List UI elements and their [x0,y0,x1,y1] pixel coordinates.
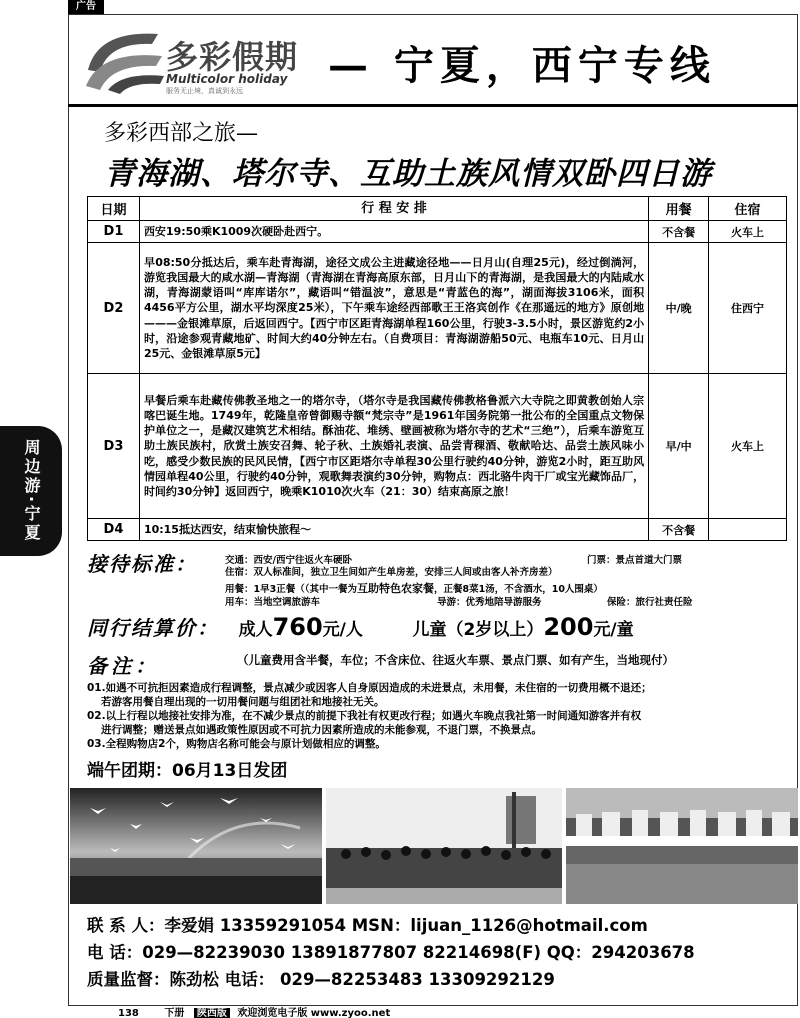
price-title: 同行结算价： [87,616,219,640]
contact-line: 联 系 人：李爱娟 13359291054 MSN：lijuan_1126@hotmail.com [87,916,648,935]
row-stay: 火车上 [709,374,787,519]
row-meal: 中/晚 [649,243,709,374]
logo-swoosh-icon [78,20,168,98]
header [68,14,798,104]
adult-price: 760 [272,613,323,641]
meals-text-a: 用餐：1早3正餐（（其中一餐为 [225,584,357,595]
header-schedule: 行 程 安 排 [139,197,648,221]
photo-crowd [326,788,562,904]
adult-unit: 元/人 [322,620,363,640]
row-day: D1 [88,221,140,243]
header-meal: 用餐 [649,197,709,221]
row-meal: 不含餐 [649,221,709,243]
page-number: 138 [118,1008,139,1018]
reception-guide: 导游：优秀地陪导游服务 [437,597,542,608]
itinerary-table [87,196,787,541]
note-line: 若游客用餐自理出现的一切用餐问题与组团社和地接社无关。 [101,696,385,708]
main-title: 青海湖、塔尔寺、互助土族风情双卧四日游 [104,156,712,192]
reception-insurance: 保险：旅行社责任险 [607,597,693,608]
footer-section: 下册 [164,1008,185,1018]
reception-vehicle: 用车：当地空调旅游车 [225,597,321,608]
dragon-boat-departure: 端午团期：06月13日发团 [87,761,288,781]
child-label: 儿童（2岁以上） [412,620,544,640]
meals-text-c: ，正餐8菜1汤，不含酒水，10人围桌） [433,584,603,595]
adult-label: 成人 [238,620,273,640]
contact-line: 质量监督：陈劲松 电话： 029—82253483 13309292129 [87,970,555,989]
table-row [88,243,787,374]
row-meal: 不含餐 [649,519,709,541]
notes [87,650,787,751]
header-rule [68,104,798,107]
photo-temple [566,788,798,904]
row-desc: 早08:50分抵达后，乘车赴青海湖，途径文成公主进藏途径地——日月山(自理25元)，经过倒淌河，游览我国最大的咸水湖—青海湖（青海湖在青海高原东部，日月山下的青海湖，是我国最大的内陆咸水湖，青海湖蒙语叫“库库诺尔”，藏语叫“错温波”，意思是“青蓝色的海”，湖面海拔3106米，面积4456平方公里，湖水平均深度25米），下午乘车途经西部歌王王洛宾创作《在那遥远的地方》原创地———金银滩草原，后返回西宁。【西宁市区距青海湖单程160公里，行驶3-3.5小时，景区游览约2小时，沿途参观青藏地矿、时间大约40分钟左右。（自费项目：青海湖游船50元、电瓶车10元、日月山25元、金银滩草原5元】 [139,243,648,374]
meals-highlight: 互助特色农家餐 [356,582,434,595]
note-line: 03.全程购物店2个，购物店名称可能会与原计划做相应的调整。 [87,738,386,750]
child-price: 200 [543,613,594,641]
reception-standards [87,548,787,608]
row-day: D4 [88,519,140,541]
contacts [87,912,787,993]
row-desc: 10:15抵达西安，结束愉快旅程～ [139,519,648,541]
row-day: D3 [88,374,140,519]
table-row [88,519,787,541]
row-meal: 早/中 [649,374,709,519]
reception-tickets: 门票：景点首道大门票 [587,555,683,566]
row-stay [709,519,787,541]
logo-slogan: 服务无止境，真诚到永远 [166,87,243,95]
row-desc: 早餐后乘车赴藏传佛教圣地之一的塔尔寺，（塔尔寺是我国藏传佛教格鲁派六大寺院之即黄教创始人宗喀巴诞生地。1749年，乾隆皇帝曾御赐寺额“梵宗寺”是1961年国务院第一批公布的全国重点文物保护单位之一，是藏汉建筑艺术相结。酥油花、堆绣、壁画被称为塔尔寺的艺术“三绝”），后乘车游览互助土族民族村，欣赏土族安召舞、轮子秋、土族婚礼表演、品尝青稞酒、敬献哈达、品尝土族风味小吃，感受少数民族的民风民情，【西宁市区距塔尔寺单程30公里行驶约40分钟，游览2小时，距互助风情园单程40公里，行驶约40分钟，观歌舞表演约30分钟，购物点：西北骆牛肉干厂或宝光藏饰品厂，时间约30分钟】返回西宁，晚乘K1010次火车（21：30）结束高原之旅！ [139,374,648,519]
header-title: — 宁夏，西宁专线 [328,42,716,89]
reception-title: 接待标准： [87,552,197,576]
row-day: D2 [88,243,140,374]
notes-title: 备注： [87,654,159,678]
table-row [88,374,787,519]
ad-tag: 广告 [68,0,104,14]
contact-line: 电 话：029—82239030 13891877807 82214698(F) QQ：294203678 [87,943,695,962]
header-stay: 住宿 [709,197,787,221]
row-stay: 住西宁 [709,243,787,374]
child-unit: 元/童 [593,620,634,640]
photo-strip [70,788,798,904]
logo-english: Multicolor holiday [166,72,288,86]
note-line: 01.如遇不可抗拒因素造成行程调整，景点减少或因客人自身原因造成的未进景点，未用餐，未住宿的一切费用概不退还； [87,682,652,694]
price-row [87,612,787,644]
reception-lodging: 住宿：双人标准间，独立卫生间如产生单房差，安排三人间或由客人补齐房差） [225,567,558,578]
footer-text: 欢迎浏览电子版 www.zyoo.net [237,1008,391,1018]
row-stay: 火车上 [709,221,787,243]
footer [118,1004,390,1018]
reception-transport: 交通：西安/西宁往返火车硬卧 [225,555,352,566]
notes-subtitle: （儿童费用含半餐，车位；不含床位、往返火车票、景点门票、如有产生，当地现付） [237,653,674,667]
row-desc: 西安19:50乘K1009次硬卧赴西宁。 [139,221,648,243]
header-day: 日期 [88,197,140,221]
subtitle: 多彩西部之旅— [104,121,259,146]
side-tab: 周边游·宁夏 [0,426,62,556]
note-line: 02.以上行程以地接社安排为准，在不减少景点的前提下我社有权更改行程；如遇火车晚点我社第一时间通知游客并有权 [87,710,642,722]
table-header-row [88,197,787,221]
note-line: 进行调整；赠送景点如遇政策性原因或不可抗力因素所造成的未能参观，不退门票，不换景点。 [101,724,542,736]
logo [78,20,308,98]
footer-edition: 陕西版 [194,1008,230,1018]
photo-lake [70,788,322,904]
logo-name: 多彩假期 [166,38,299,76]
table-row [88,221,787,243]
